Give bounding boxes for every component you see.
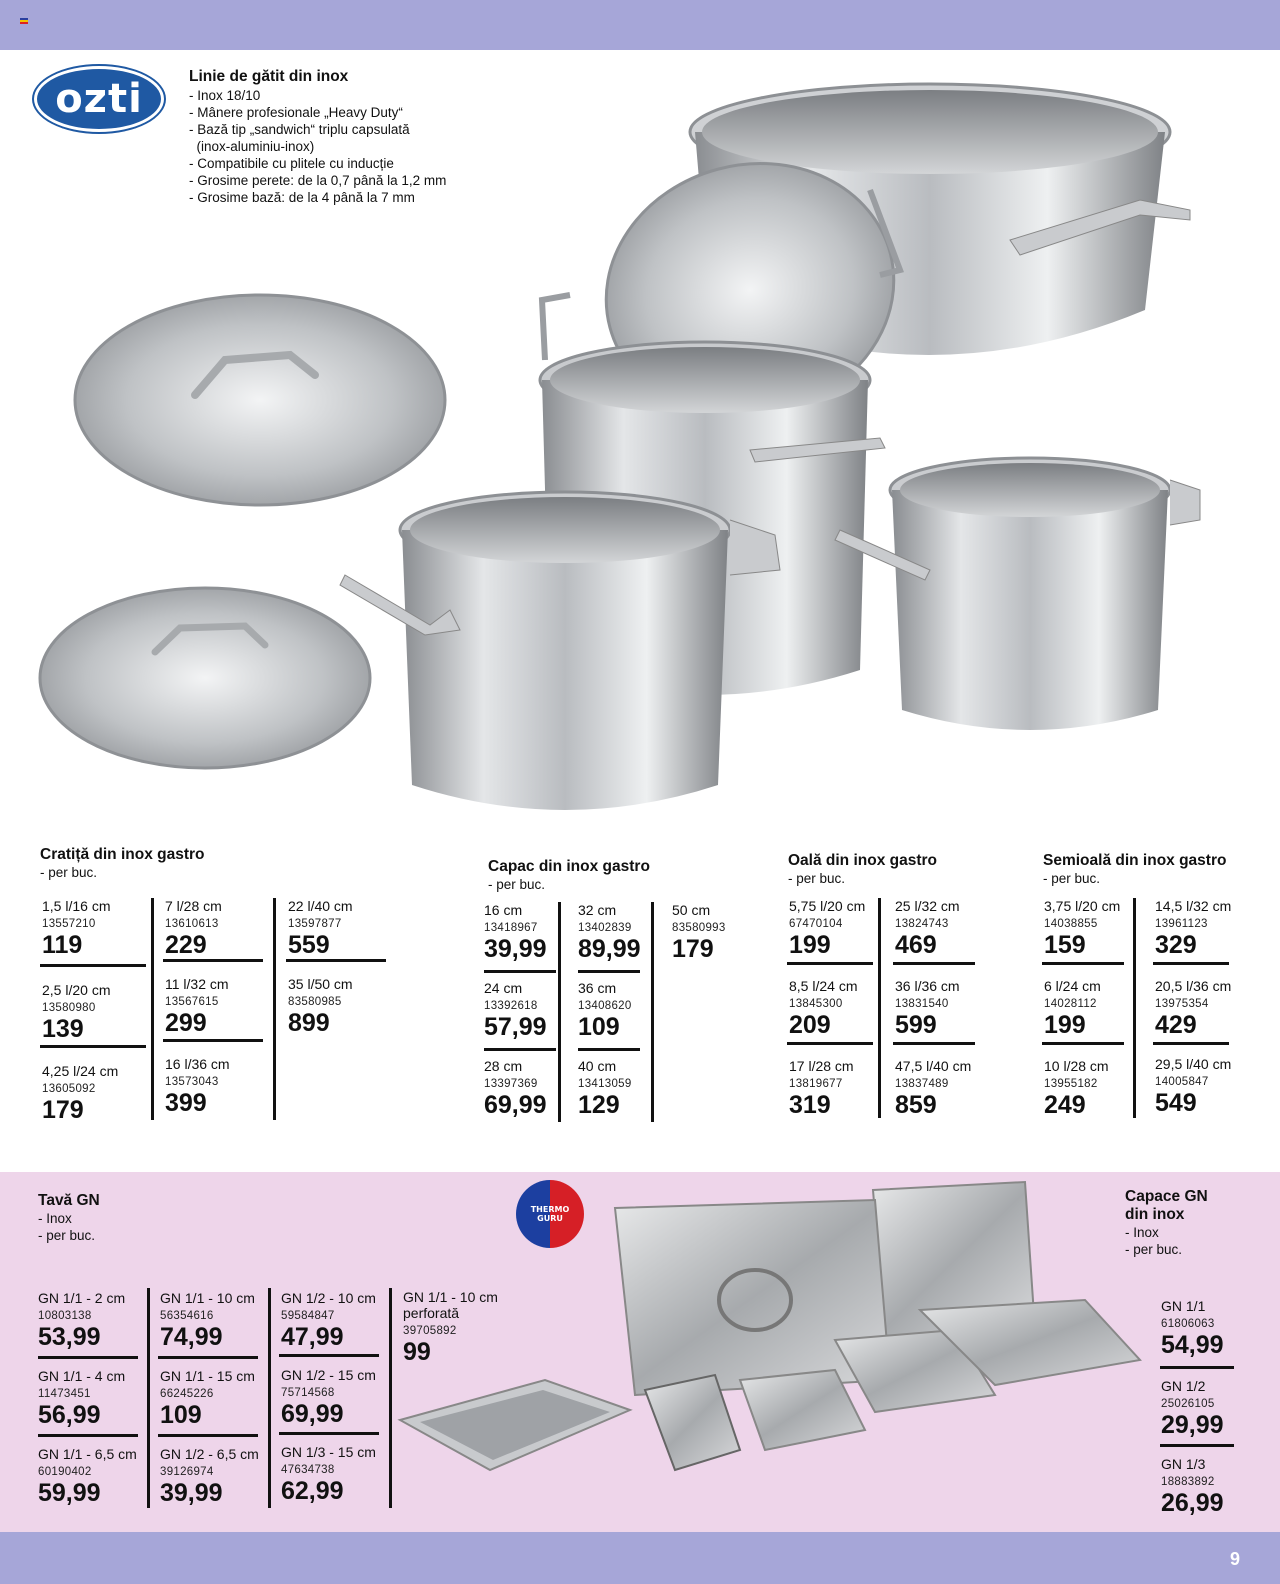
- tava-item: GN 1/3 - 15 cm 47634738 62,99: [281, 1444, 376, 1505]
- divider: [279, 1432, 379, 1435]
- divider: [151, 898, 154, 1120]
- divider: [1133, 898, 1136, 1118]
- cratita-item: 2,5 l/20 cm 13580980 139: [42, 982, 111, 1043]
- divider: [147, 1288, 150, 1508]
- divider: [878, 898, 881, 1118]
- capac-item: 50 cm 83580993 179: [672, 902, 726, 963]
- divider: [1153, 962, 1229, 965]
- capace-item: GN 1/3 18883892 26,99: [1161, 1456, 1224, 1517]
- tava-item: GN 1/2 - 6,5 cm 39126974 39,99: [160, 1446, 259, 1507]
- divider: [651, 902, 654, 1122]
- semioala-item: 10 l/28 cm 13955182 249: [1044, 1058, 1109, 1119]
- tava-section: [38, 1192, 238, 1244]
- divider: [158, 1356, 258, 1359]
- semioala-item: 3,75 l/20 cm 14038855 159: [1044, 898, 1121, 959]
- cratita-title: Cratiță din inox gastro: [40, 846, 205, 863]
- ozti-logo: ozti: [34, 66, 164, 132]
- tava-sub: - Inox: [38, 1211, 72, 1226]
- semioala-section: [1043, 852, 1273, 887]
- capace-item: GN 1/1 61806063 54,99: [1161, 1298, 1224, 1359]
- intro-bullet: - Mânere profesionale „Heavy Duty“: [189, 105, 403, 120]
- tava-item: GN 1/2 - 10 cm 59584847 47,99: [281, 1290, 376, 1351]
- intro-bullet: - Compatibile cu plitele cu inducție: [189, 156, 394, 171]
- capac-item: 36 cm 13408620 109: [578, 980, 632, 1041]
- tava-item: GN 1/1 - 10 cm perforată 39705892 99: [403, 1289, 498, 1366]
- intro-bullet: - Grosime bază: de la 4 până la 7 mm: [189, 190, 415, 205]
- capac-sub: - per buc.: [488, 877, 546, 892]
- oala-item: 17 l/28 cm 13819677 319: [789, 1058, 854, 1119]
- capace-section: [1125, 1188, 1265, 1258]
- semioala-sub: - per buc.: [1043, 871, 1101, 886]
- cratita-item: 1,5 l/16 cm 13557210 119: [42, 898, 111, 959]
- capac-item: 40 cm 13413059 129: [578, 1058, 632, 1119]
- divider: [893, 962, 975, 965]
- oala-item: 25 l/32 cm 13824743 469: [895, 898, 960, 959]
- divider: [484, 970, 556, 973]
- divider: [787, 1042, 873, 1045]
- divider: [38, 1356, 138, 1359]
- intro-bullet: - Grosime perete: de la 0,7 până la 1,2 mm: [189, 173, 447, 188]
- divider: [1160, 1444, 1234, 1447]
- capace-sub: - per buc.: [1125, 1242, 1183, 1257]
- semioala-item: 6 l/24 cm 14028112 199: [1044, 978, 1101, 1039]
- divider: [40, 1045, 146, 1048]
- capac-item: 28 cm 13397369 69,99: [484, 1058, 547, 1119]
- divider: [578, 1048, 640, 1051]
- capac-item: 24 cm 13392618 57,99: [484, 980, 547, 1041]
- flag-icon: [20, 18, 28, 24]
- divider: [787, 962, 873, 965]
- oala-item: 47,5 l/40 cm 13837489 859: [895, 1058, 972, 1119]
- tava-item: GN 1/2 - 15 cm 75714568 69,99: [281, 1367, 376, 1428]
- capac-title: Capac din inox gastro: [488, 858, 650, 875]
- divider: [158, 1434, 258, 1437]
- tava-sub: - per buc.: [38, 1228, 96, 1243]
- capace-title: din inox: [1125, 1206, 1185, 1223]
- divider: [40, 964, 146, 967]
- oala-title: Oală din inox gastro: [788, 852, 937, 869]
- divider: [1160, 1366, 1234, 1369]
- capac-section: [488, 858, 748, 893]
- divider: [279, 1354, 379, 1357]
- intro-bullet: (inox-aluminiu-inox): [189, 139, 315, 154]
- oala-section: [788, 852, 1028, 887]
- divider: [578, 970, 640, 973]
- intro-title: Linie de gătit din inox: [189, 68, 349, 85]
- top-bar: [0, 0, 1280, 50]
- divider: [558, 902, 561, 1122]
- semioala-item: 14,5 l/32 cm 13961123 329: [1155, 898, 1232, 959]
- cookware-illustration: [30, 70, 1220, 830]
- divider: [163, 1039, 263, 1042]
- page-number: 9: [1229, 1549, 1240, 1569]
- tava-item: GN 1/1 - 10 cm 56354616 74,99: [160, 1290, 255, 1351]
- intro-bullet: - Inox 18/10: [189, 88, 261, 103]
- divider: [268, 1288, 271, 1508]
- oala-item: 36 l/36 cm 13831540 599: [895, 978, 960, 1039]
- capace-item: GN 1/2 25026105 29,99: [1161, 1378, 1224, 1439]
- divider: [273, 898, 276, 1120]
- oala-item: 5,75 l/20 cm 67470104 199: [789, 898, 866, 959]
- divider: [38, 1434, 138, 1437]
- cratita-item: 4,25 l/24 cm 13605092 179: [42, 1063, 119, 1124]
- tava-item: GN 1/1 - 15 cm 66245226 109: [160, 1368, 255, 1429]
- divider: [286, 959, 386, 962]
- cratita-item: 7 l/28 cm 13610613 229: [165, 898, 222, 959]
- oala-sub: - per buc.: [788, 871, 846, 886]
- cratita-item: 16 l/36 cm 13573043 399: [165, 1056, 230, 1117]
- divider: [1042, 962, 1124, 965]
- divider: [893, 1042, 975, 1045]
- divider: [1042, 1042, 1124, 1045]
- divider: [163, 959, 263, 962]
- tava-item: GN 1/1 - 6,5 cm 60190402 59,99: [38, 1446, 137, 1507]
- cratita-item: 11 l/32 cm 13567615 299: [165, 976, 229, 1037]
- divider: [389, 1288, 392, 1508]
- cratita-item: 22 l/40 cm 13597877 559: [288, 898, 353, 959]
- gn-pans-illustration: [395, 1180, 1145, 1500]
- intro-bullet: - Bază tip „sandwich“ triplu capsulată: [189, 122, 410, 137]
- divider: [1153, 1042, 1229, 1045]
- cratita-sub: - per buc.: [40, 865, 98, 880]
- capace-title: Capace GN: [1125, 1188, 1208, 1205]
- cratita-item: 35 l/50 cm 83580985 899: [288, 976, 353, 1037]
- semioala-item: 29,5 l/40 cm 14005847 549: [1155, 1056, 1232, 1117]
- tava-title: Tavă GN: [38, 1192, 100, 1209]
- capace-sub: - Inox: [1125, 1225, 1159, 1240]
- thermo-guru-badge: THERMO GURU: [516, 1180, 584, 1248]
- capac-item: 16 cm 13418967 39,99: [484, 902, 547, 963]
- semioala-title: Semioală din inox gastro: [1043, 852, 1227, 869]
- tava-item: GN 1/1 - 4 cm 11473451 56,99: [38, 1368, 126, 1429]
- bottom-bar: [0, 1532, 1280, 1584]
- divider: [484, 1048, 556, 1051]
- oala-item: 8,5 l/24 cm 13845300 209: [789, 978, 858, 1039]
- capac-item: 32 cm 13402839 89,99: [578, 902, 641, 963]
- semioala-item: 20,5 l/36 cm 13975354 429: [1155, 978, 1232, 1039]
- tava-item: GN 1/1 - 2 cm 10803138 53,99: [38, 1290, 126, 1351]
